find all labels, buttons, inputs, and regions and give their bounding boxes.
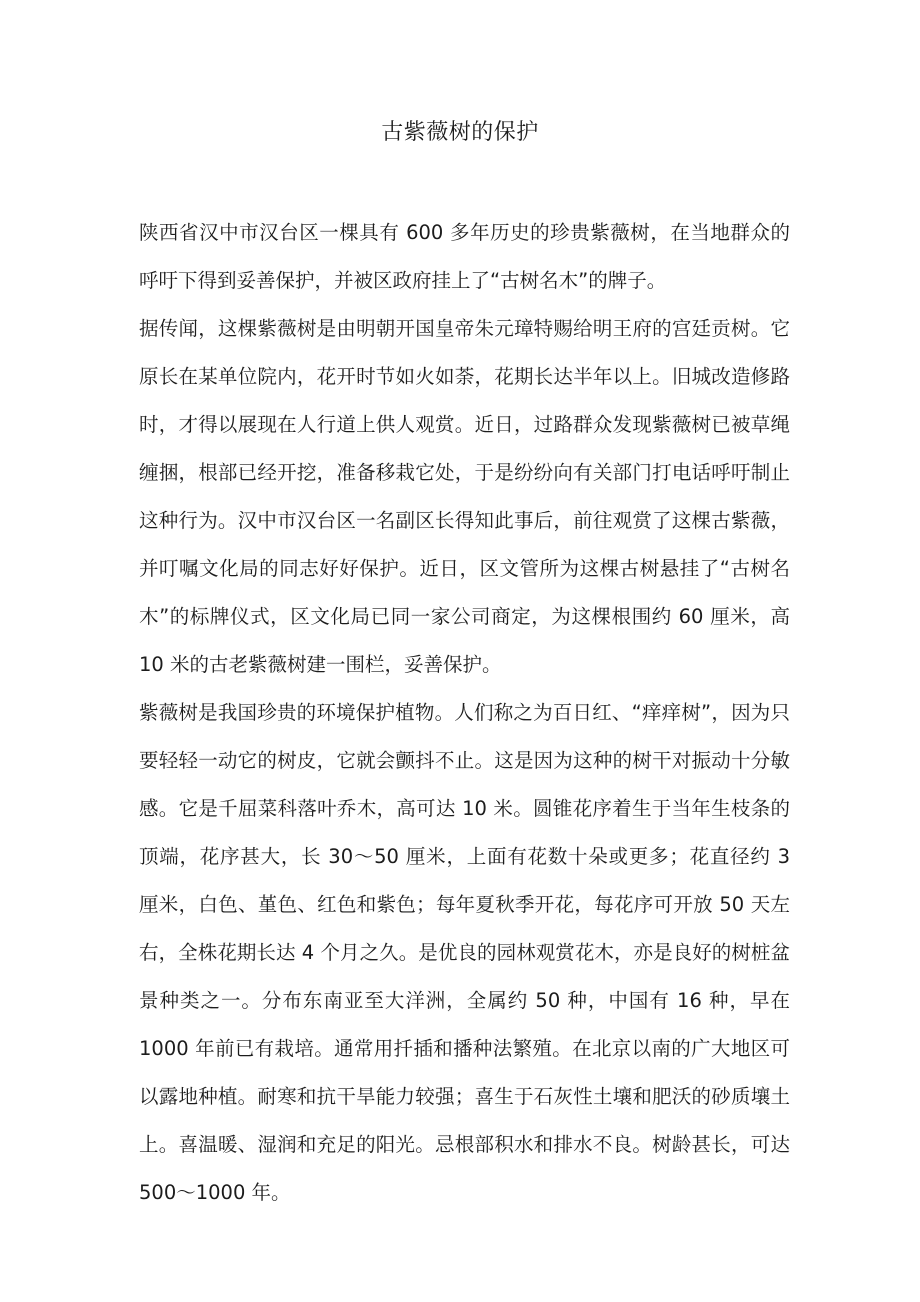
paragraph-2: 据传闻，这棵紫薇树是由明朝开国皇帝朱元璋特赐给明王府的宫廷贡树。它原长在某单位院内，花开时节如火如荼，花期长达半年以上。旧城改造修路时，才得以展现在人行道上供人观赏。近日，过路群众发现紫薇树已被草绳缠捆，根部已经开挖，准备移栽它处，于是纷纷向有关部门打电话呼吁制止这种行为。汉中市汉台区一名副区长得知此事后，前往观赏了这棵古紫薇，并叮嘱文化局的同志好好保护。近日，区文管所为这棵古树悬挂了“古树名木”的标牌仪式，区文化局已同一家公司商定，为这棵根围约 60 厘米，高 10 米的古老紫薇树建一围栏，妥善保护。 [139, 317, 790, 676]
paragraph-3: 紫薇树是我国珍贵的环境保护植物。人们称之为百日红、“痒痒树”，因为只要轻轻一动它的树皮，它就会颤抖不止。这是因为这种的树干对振动十分敏感。它是千屈菜科落叶乔木，高可达 10 米。圆锥花序着生于当年生枝条的顶端，花序甚大，长 30～50 厘米，上面有花数十朵或更多；花直径约 3 厘米，白色、堇色、红色和紫色；每年夏秋季开花，每花序可开放 50 天左右，全株花期长达 4 个月之久。是优良的园林观赏花木，亦是良好的树桩盆景种类之一。分布东南亚至大洋洲，全属约 50 种，中国有 16 种，早在 1000 年前已有栽培。通常用扦插和播种法繁殖。在北京以南的广大地区可以露地种植。耐寒和抗干旱能力较强；喜生于石灰性土壤和肥沃的砂质壤土上。喜温暖、湿润和充足的阳光。忌根部积水和排水不良。树龄甚长，可达 500～1000 年。 [139, 701, 790, 1204]
document-title: 古紫薇树的保护 [381, 120, 539, 145]
paragraph-1: 陕西省汉中市汉台区一棵具有 600 多年历史的珍贵紫薇树，在当地群众的呼吁下得到妥善保护，并被区政府挂上了“古树名木”的牌子。 [139, 221, 790, 292]
document-body [139, 209, 790, 1217]
